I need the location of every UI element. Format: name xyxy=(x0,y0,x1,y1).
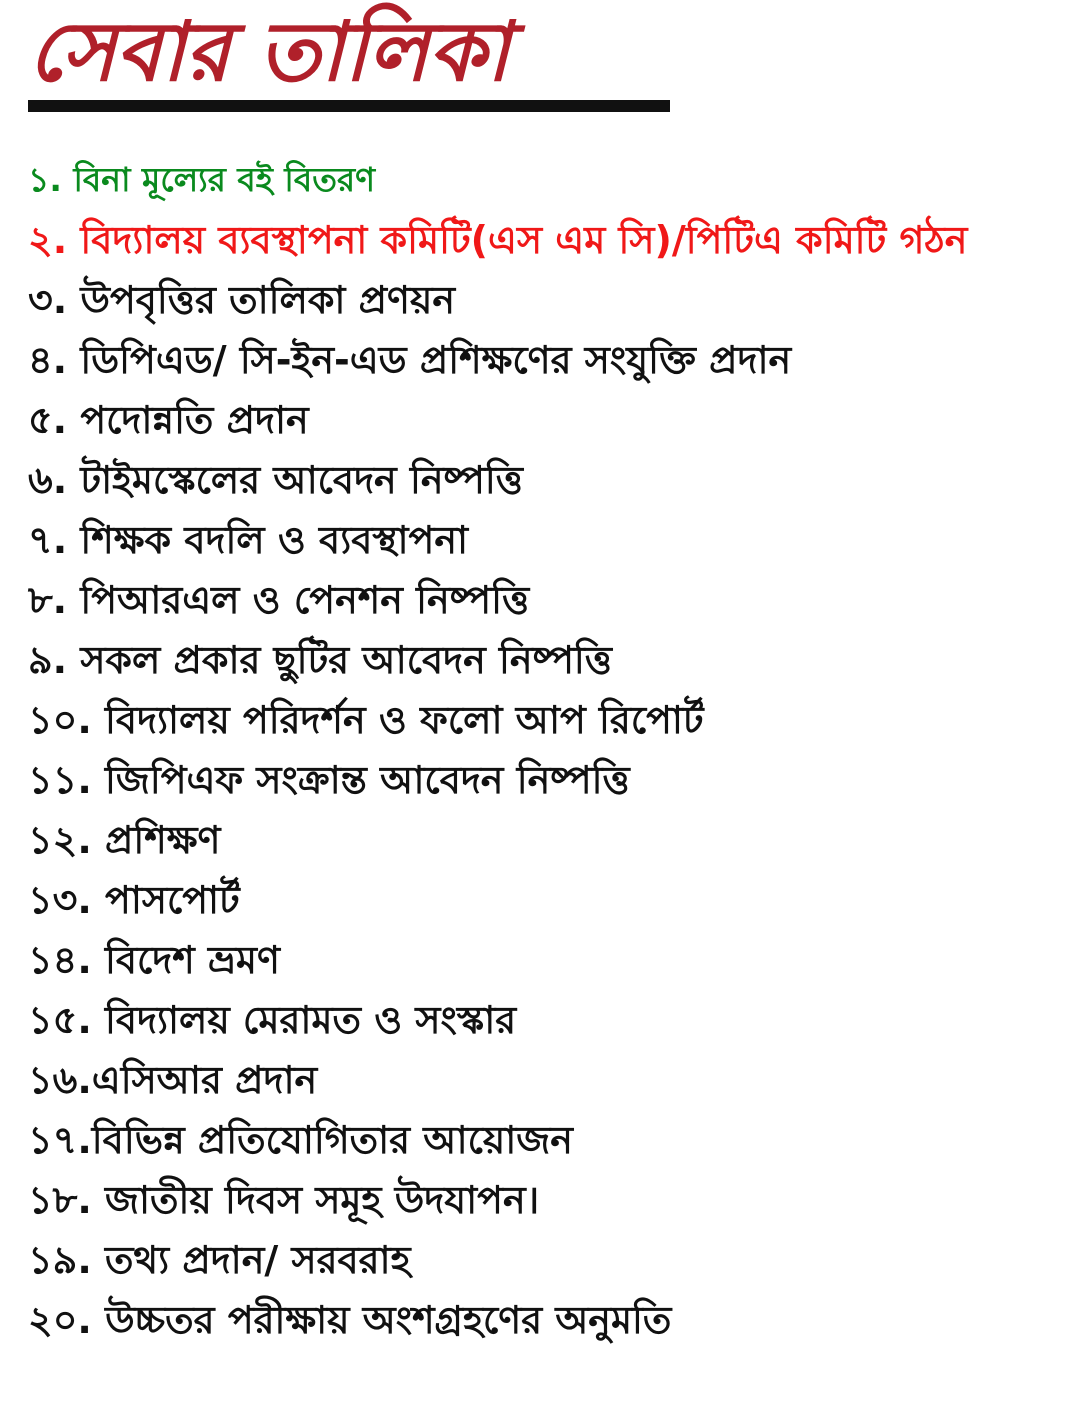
title-underline xyxy=(28,100,670,112)
service-list xyxy=(28,150,1054,1350)
list-item: ১৪. বিদেশ ভ্রমণ xyxy=(28,938,280,982)
list-item: ১৩. পাসপোর্ট xyxy=(28,878,240,922)
list-item: ১১. জিপিএফ সংক্রান্ত আবেদন নিষ্পত্তি xyxy=(28,758,630,802)
list-item: ২. বিদ্যালয় ব্যবস্থাপনা কমিটি(এস এম সি)/পিটিএ কমিটি গঠন xyxy=(28,218,968,262)
page-title: সেবার তালিকা xyxy=(28,4,510,100)
list-item: ৪. ডিপিএড/ সি-ইন-এড প্রশিক্ষণের সংযুক্তি প্রদান xyxy=(28,338,792,382)
list-item: ৮. পিআরএল ও পেনশন নিষ্পত্তি xyxy=(28,578,530,622)
list-item: ১৯. তথ্য প্রদান/ সরবরাহ xyxy=(28,1238,411,1282)
list-item: ১৮. জাতীয় দিবস সমূহ উদযাপন। xyxy=(28,1178,540,1222)
list-item: ১২. প্রশিক্ষণ xyxy=(28,818,221,862)
list-item: ১০. বিদ্যালয় পরিদর্শন ও ফলো আপ রিপোর্ট xyxy=(28,698,704,742)
list-item: ৫. পদোন্নতি প্রদান xyxy=(28,398,309,442)
list-item: ৬. টাইমস্কেলের আবেদন নিষ্পত্তি xyxy=(28,458,523,502)
list-item: ৩. উপবৃত্তির তালিকা প্রণয়ন xyxy=(28,278,456,322)
list-item: ৭. শিক্ষক বদলি ও ব্যবস্থাপনা xyxy=(28,518,469,562)
list-item: ২০. উচ্চতর পরীক্ষায় অংশগ্রহণের অনুমতি xyxy=(28,1298,672,1342)
list-item: ১৭.বিভিন্ন প্রতিযোগিতার আয়োজন xyxy=(28,1118,573,1162)
list-item: ১৫. বিদ্যালয় মেরামত ও সংস্কার xyxy=(28,998,517,1042)
list-item: ১৬.এসিআর প্রদান xyxy=(28,1058,318,1102)
list-item: ৯. সকল প্রকার ছুটির আবেদন নিষ্পত্তি xyxy=(28,638,612,682)
list-item: ১. বিনা মূল্যের বই বিতরণ xyxy=(28,160,376,199)
